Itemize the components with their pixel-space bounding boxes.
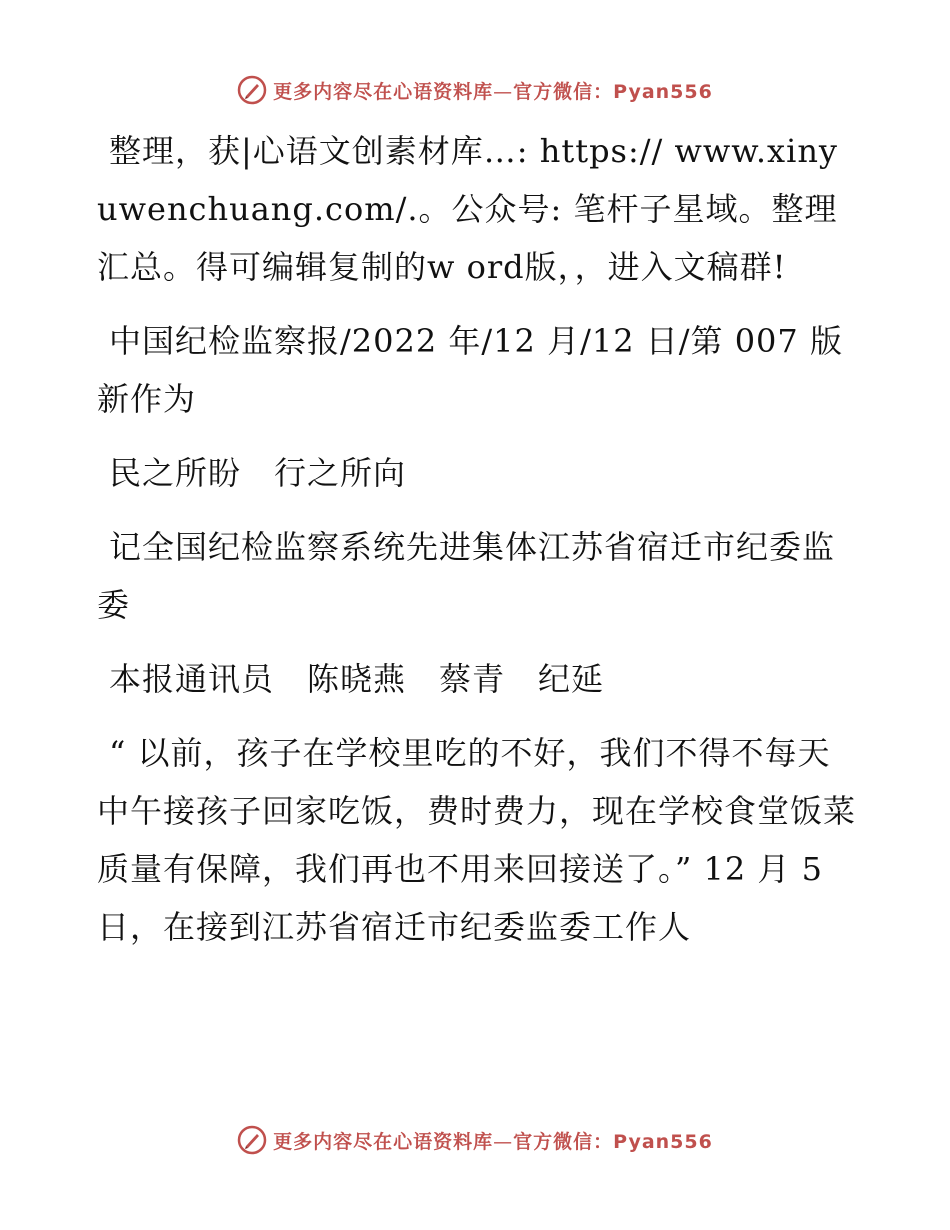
byline: 本报通讯员 陈晓燕 蔡青 纪延 [109, 660, 605, 698]
pen-logo-icon [237, 75, 267, 105]
article-title: 民之所盼 行之所向 [109, 454, 407, 492]
body-paragraph: “ 以前，孩子在学校里吃的不好，我们不得不每天中午接孩子回家吃饭，费时费力，现在学校食堂饭菜质量有保障，我们再也不用来回接送了。” 12 月 5 日，在接到江苏省宿迁市纪委监委工作人 [97, 734, 857, 946]
article-subtitle: 记全国纪检监察系统先进集体江苏省宿迁市纪委监委 [97, 528, 836, 624]
source-line: 中国纪检监察报/2022 年/12 月/12 日/第 007 版新作为 [97, 322, 843, 418]
footer-banner [0, 1120, 950, 1160]
banner-text: 更多内容尽在心语资料库—官方微信：Pyan556 [273, 1130, 713, 1153]
pen-logo-icon [237, 1125, 267, 1155]
banner-text: 更多内容尽在心语资料库—官方微信：Pyan556 [273, 80, 713, 103]
header-banner [0, 70, 950, 110]
intro-paragraph: 整理，获|心语文创素材库…: https:// www.xinyuwenchuang.com/.。公众号: 笔杆子星域。整理汇总。得可编辑复制的w ord版，，进入文稿群! [97, 132, 839, 286]
document-body [97, 122, 857, 972]
